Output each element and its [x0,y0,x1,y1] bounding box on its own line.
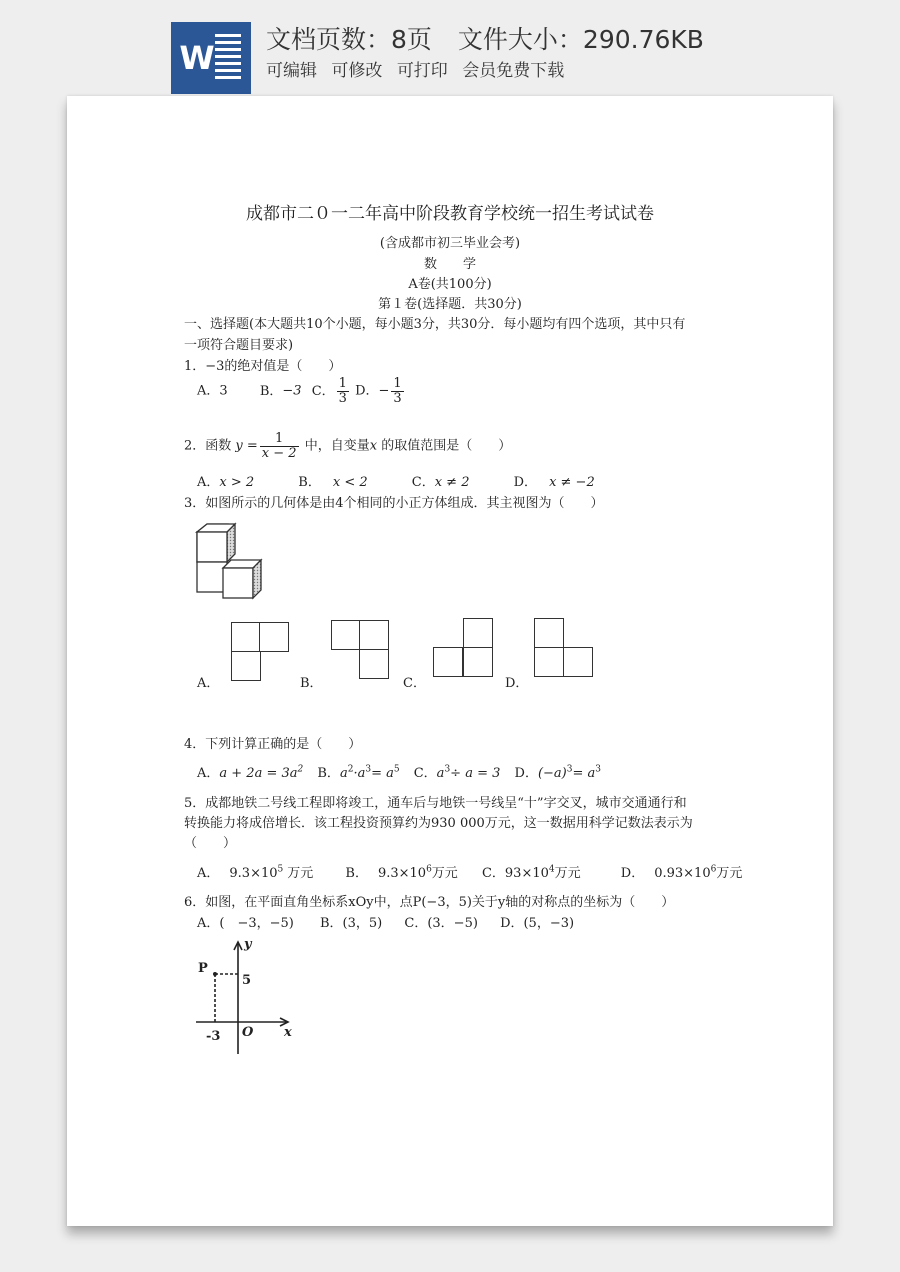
feature-editable: 可编辑 [266,61,317,81]
q5-option-c-unit: 万元 [554,866,581,881]
q3-c-cell-2 [433,647,463,677]
q4-option-c-label: C． [413,766,437,781]
q2-option-d-label: D． [513,475,538,490]
q1-option-a: A．3 [197,383,228,399]
q4-option-c-exp: 3 [444,764,451,775]
q1-option-d-sign: − [378,383,390,399]
q4-option-c-1: a [436,766,445,781]
q4-option-d-label: D． [514,766,538,781]
q3-cube-figure [187,518,272,604]
q3-d-cell-2 [534,647,564,677]
q1-option-c-den: 3 [338,390,347,406]
q2-option-b: x < 2 [332,475,368,490]
q4-option-b-exp2: 3 [365,764,372,775]
q2-option-c-label: C． [411,475,435,490]
q5-option-c-label: C． [481,866,505,881]
q1-option-c-num: 1 [338,376,347,391]
q3-option-d: D． [505,676,529,691]
q3-d-cell-3 [563,647,593,677]
feature-member-download: 会员免费下载 [462,61,565,81]
q3-a-cell-1 [231,622,261,652]
q2-option-a-label: A． [197,475,220,490]
word-doc-icon [171,22,251,94]
q5-option-d-base: 0.93×10 [654,866,711,881]
q6-fig-label-o: O [242,1025,254,1040]
q5-option-d-label: D． [620,866,645,881]
q3-b-cell-2 [359,620,389,650]
exam-part1: 第１卷(选择题．共30分) [378,297,522,312]
q1-option-d-num: 1 [393,376,402,391]
q1-stem: 1．−3的绝对值是（ ） [184,359,342,374]
section-intro-line1: 一、选择题(本大题共10个小题，每小题3分，共30分．每小题均有四个选项，其中只有 [184,317,686,332]
q4-option-d-1: (−a) [537,766,567,781]
q4-option-a: a + 2a = 3a [219,766,298,781]
q4-stem: 4．下列计算正确的是（ ） [184,737,362,752]
q2-fraction-den: x − 2 [261,445,297,461]
q3-b-cell-3 [359,649,389,679]
q1-option-b-label: B． [259,383,283,399]
q5-option-a-base: 9.3×10 [229,866,278,881]
q5-option-a-exp: 5 [277,864,284,875]
document-page [67,96,833,1226]
q4-option-a-label: A． [197,766,220,781]
q3-c-cell-1 [463,618,493,648]
q3-d-cell-1 [534,618,564,648]
exam-subtitle: (含成都市初三毕业会考) [379,236,521,251]
q3-a-cell-3 [231,651,261,681]
q5-line3: （ ） [184,836,237,851]
feature-printable: 可打印 [396,61,448,81]
q5-option-c-exp: 4 [548,864,555,875]
q6-fig-label-5: 5 [242,973,252,988]
q6-stem: 6．如图，在平面直角坐标系xOy中，点P(−3，5)关于y轴的对称点的坐标为（ ） [184,895,675,910]
q3-c-cell-3 [463,647,493,677]
q5-option-a-unit: 万元 [287,866,314,881]
q3-option-c: C． [403,676,426,691]
q5-option-c-base: 93×10 [504,866,549,881]
q6-option-b: B．(3，5) [320,916,383,931]
q4-option-d-exp1: 3 [566,764,573,775]
download-banner [0,0,900,100]
q1-option-d-label: D． [355,383,379,399]
q4-option-d-2: = a [572,766,596,781]
q2-suffix-2: 的取值范围是（ ） [381,438,512,454]
q2-prefix: 2．函数 [184,438,232,454]
q4-option-a-exp: 2 [297,764,304,775]
q5-options [197,862,742,881]
q6-fig-label-x: x [284,1025,292,1040]
page-count: 文档页数：8页 [266,25,432,54]
q2-var: x [369,438,378,454]
q2-option-a: x > 2 [219,475,255,490]
q3-option-a: A． [197,676,220,691]
q3-b-cell-1 [331,620,361,650]
exam-volume-a: A卷(共100分) [408,277,492,292]
q6-fig-label-y: y [244,937,252,952]
q4-option-d-exp2: 3 [595,764,602,775]
q4-option-b-2: ·a [353,766,366,781]
q3-option-b: B． [300,676,323,691]
q6-coordinate-figure [192,934,302,1059]
exam-content [67,96,833,1226]
q5-option-d-exp: 6 [710,864,717,875]
q2-option-c: x ≠ 2 [434,475,470,490]
section-intro-line2: 一项符合题目要求) [184,338,294,353]
q1-options [197,377,406,405]
exam-title: 成都市二０一二年高中阶段教育学校统一招生考试试卷 [246,204,654,224]
q2-stem [184,432,511,460]
q2-fraction-num: 1 [260,432,299,447]
q4-option-b-label: B． [317,766,340,781]
q5-option-b-unit: 万元 [431,866,458,881]
q4-option-b-exp1: 2 [347,764,354,775]
q1-option-b: −3 [282,383,302,399]
q6-fig-label-p: P [198,961,208,976]
q4-option-c-2: ÷ a = 3 [450,766,501,781]
q3-stem: 3．如图所示的几何体是由4个相同的小正方体组成．其主视图为（ ） [184,496,604,511]
q4-option-b-1: a [339,766,348,781]
q6-option-c: C．(3．−5) [404,916,478,931]
feature-modifiable: 可修改 [331,61,383,81]
q5-line1: 5．成都地铁二号线工程即将竣工，通车后与地铁一号线呈“十”字交叉，城市交通通行和 [184,796,687,811]
q4-option-b-3: = a [371,766,394,781]
file-meta [266,20,704,56]
q5-option-b-base: 9.3×10 [377,866,427,881]
q5-option-d-unit: 万元 [716,866,743,881]
file-size: 文件大小：290.76KB [457,25,704,54]
q5-option-b-exp: 6 [426,864,432,875]
q3-a-cell-2 [259,622,289,652]
q4-options [197,762,601,781]
q2-option-b-label: B． [298,475,321,490]
word-doc-letter: W [179,39,215,77]
q1-option-d-den: 3 [393,390,402,406]
word-doc-lines [215,34,241,82]
q6-option-d: D．(5，−3) [500,916,575,931]
q1-option-d-fraction [391,377,403,405]
q1-option-c-fraction [337,377,349,405]
q2-y-eq: y = [235,438,258,454]
q6-options [197,912,574,931]
q5-option-a-label: A． [197,866,220,881]
q6-fig-label-neg3: -3 [206,1029,221,1044]
q4-option-b-exp3: 5 [393,764,400,775]
q2-option-d: x ≠ −2 [549,475,595,490]
q5-line2: 转换能力将成倍增长．该工程投资预算约为930 000万元，这一数据用科学记数法表示为 [184,816,693,831]
exam-subject: 数 学 [423,257,476,272]
q1-option-c-label: C． [311,383,335,399]
q5-option-b-label: B． [345,866,368,881]
q2-options [197,471,595,490]
q2-suffix-1: 中，自变量 [304,438,370,454]
q2-fraction [260,432,299,460]
feature-list [266,56,573,81]
q6-option-a: A．( −3，−5) [197,916,294,931]
